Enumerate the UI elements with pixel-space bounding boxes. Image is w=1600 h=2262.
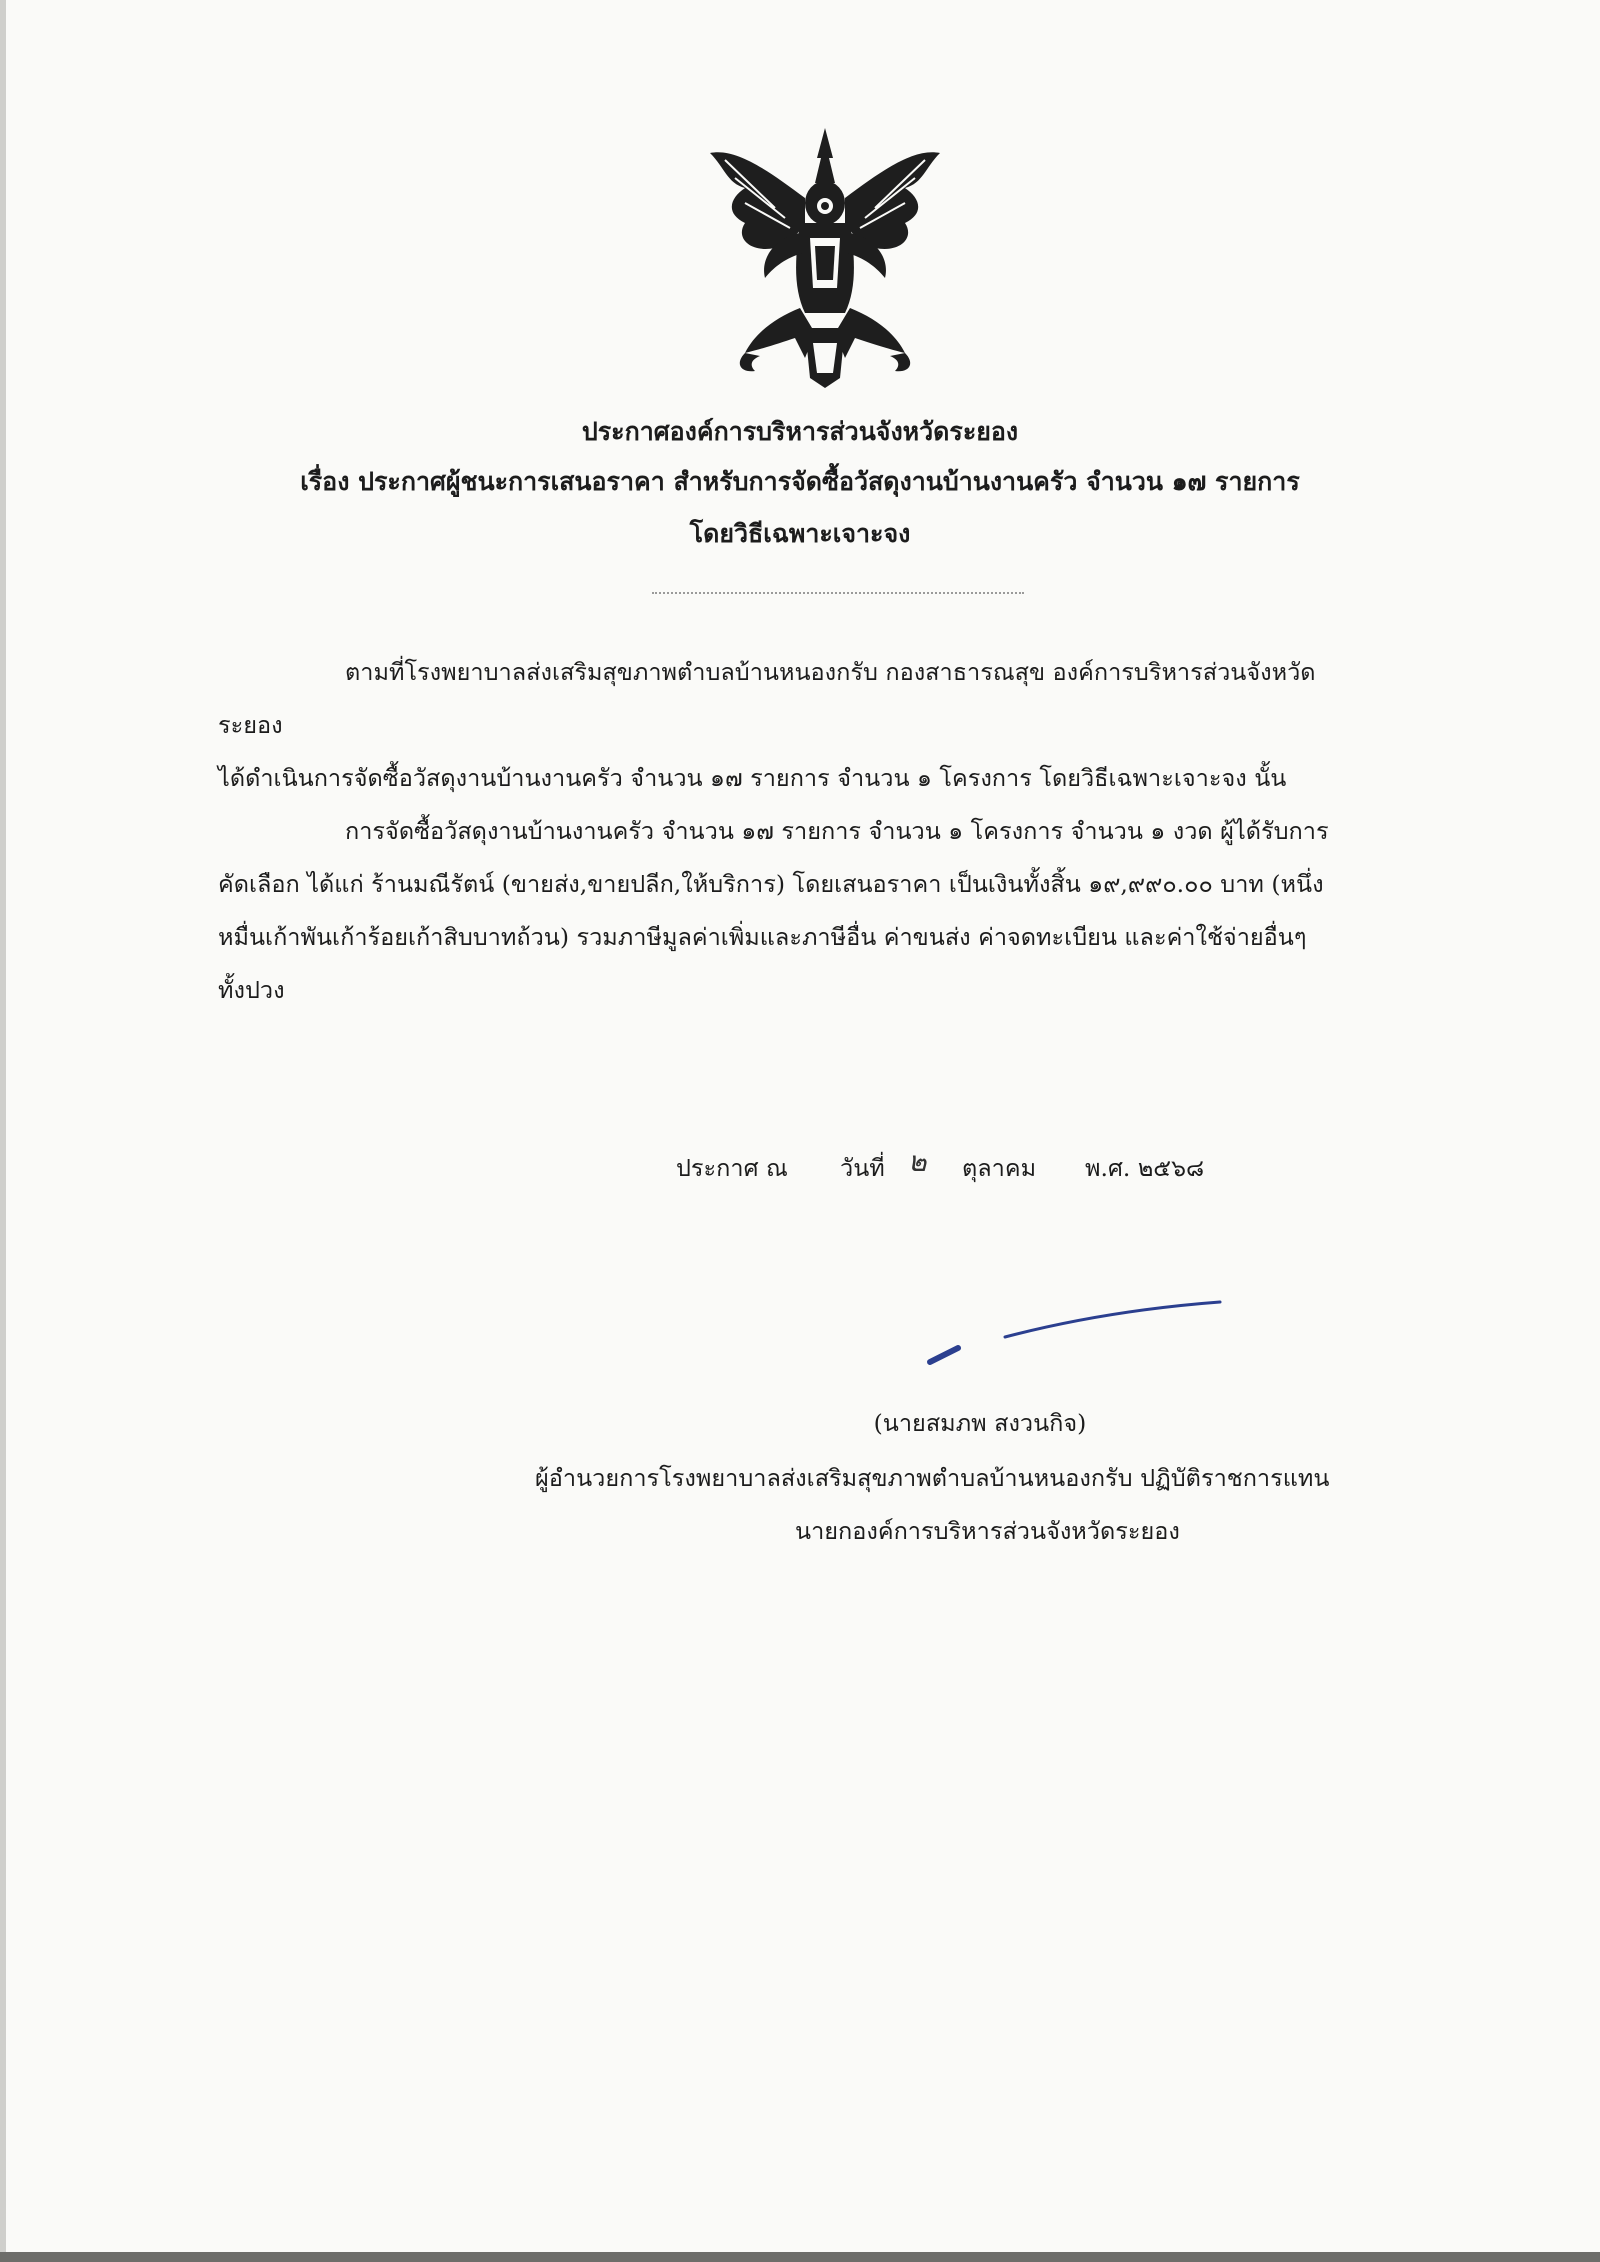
para2-line4: ทั้งปวง — [218, 976, 285, 1004]
signatory-position-line2: นายกองค์การบริหารส่วนจังหวัดระยอง — [795, 1517, 1180, 1545]
date-year: พ.ศ. ๒๕๖๘ — [1085, 1154, 1205, 1182]
date-day-handwritten: ๒ — [908, 1145, 927, 1178]
para1-line3: ได้ดำเนินการจัดซื้อวัสดุงานบ้านงานครัว จำนวน ๑๗ รายการ จำนวน ๑ โครงการ โดยวิธีเฉพาะเจาะจง นั้น — [218, 764, 1287, 792]
announcement-method: โดยวิธีเฉพาะเจาะจง — [689, 519, 911, 548]
date-month: ตุลาคม — [962, 1154, 1037, 1182]
heading-divider — [652, 592, 1024, 594]
signatory-name: (นายสมภพ สงวนกิจ) — [873, 1409, 1087, 1437]
para2-line1: การจัดซื้อวัสดุงานบ้านงานครัว จำนวน ๑๗ รายการ จำนวน ๑ โครงการ จำนวน ๑ งวด ผู้ได้รับการ — [345, 817, 1329, 845]
para2-line3: หมื่นเก้าพันเก้าร้อยเก้าสิบบาทถ้วน) รวมภาษีมูลค่าเพิ่มและภาษีอื่น ค่าขนส่ง ค่าจดทะเบียน และค่าใช้จ่ายอื่นๆ — [218, 923, 1307, 951]
garuda-emblem-icon — [705, 128, 945, 388]
para1-line1: ตามที่โรงพยาบาลส่งเสริมสุขภาพตำบลบ้านหนองกรับ กองสาธารณสุข องค์การบริหารส่วนจังหวัด — [345, 658, 1316, 686]
signature-scribble — [900, 1290, 1230, 1370]
para2-line2: คัดเลือก ได้แก่ ร้านมณีรัตน์ (ขายส่ง,ขายปลีก,ให้บริการ) โดยเสนอราคา เป็นเงินทั้งสิ้น ๑๙,๙๙๐.๐๐ บาท (หนึ่ง — [218, 870, 1324, 898]
date-day-label: วันที่ — [840, 1154, 885, 1182]
signatory-position-line1: ผู้อำนวยการโรงพยาบาลส่งเสริมสุขภาพตำบลบ้านหนองกรับ ปฏิบัติราชการแทน — [535, 1464, 1330, 1492]
date-prefix: ประกาศ ณ — [676, 1154, 788, 1182]
scan-bottom-edge — [0, 2252, 1600, 2262]
announcement-title: ประกาศองค์การบริหารส่วนจังหวัดระยอง — [581, 417, 1019, 446]
scan-left-edge — [0, 0, 6, 2262]
para1-line2: ระยอง — [218, 711, 283, 739]
announcement-subject: เรื่อง ประกาศผู้ชนะการเสนอราคา สำหรับการจัดซื้อวัสดุงานบ้านงานครัว จำนวน ๑๗ รายการ — [300, 467, 1300, 496]
